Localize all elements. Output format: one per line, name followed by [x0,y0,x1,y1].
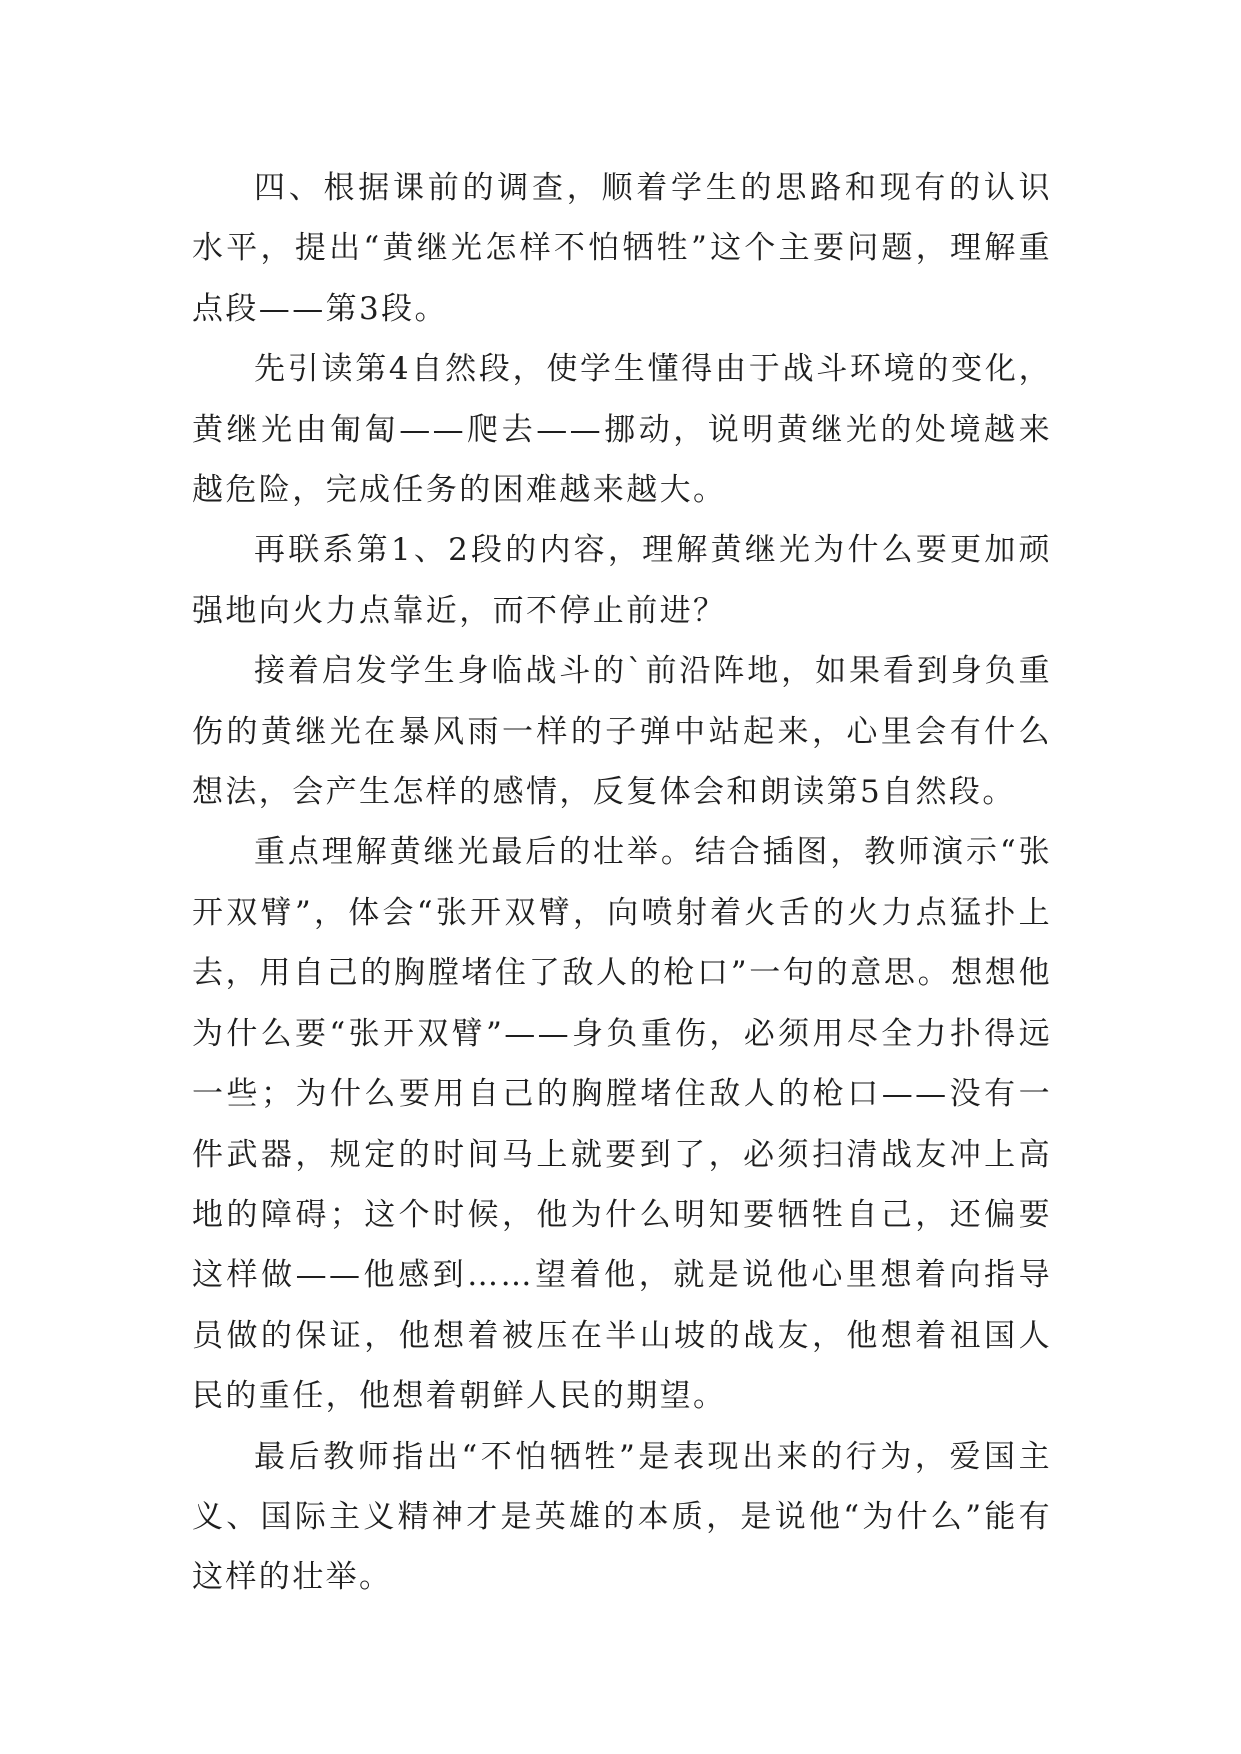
paragraph-4: 接着启发学生身临战斗的`前沿阵地，如果看到身负重伤的黄继光在暴风雨一样的子弹中站起来，心里会有什么想法，会产生怎样的感情，反复体会和朗读第5自然段。 [192,653,1052,811]
paragraph-2: 先引读第4自然段，使学生懂得由于战斗环境的变化，黄继光由匍匐——爬去——挪动，说明黄继光的处境越来越危险，完成任务的困难越来越大。 [192,351,1052,509]
document-body [192,158,1052,1608]
paragraph-6: 最后教师指出“不怕牺牲”是表现出来的行为，爱国主义、国际主义精神才是英雄的本质，是说他“为什么”能有这样的壮举。 [192,1438,1052,1596]
paragraph-1: 四、根据课前的调查，顺着学生的思路和现有的认识水平，提出“黄继光怎样不怕牺牲”这个主要问题，理解重点段——第3段。 [192,170,1052,327]
paragraph-5: 重点理解黄继光最后的壮举。结合插图，教师演示“张开双臂”，体会“张开双臂，向喷射着火舌的火力点猛扑上去，用自己的胸膛堵住了敌人的枪口”一句的意思。想想他为什么要“张开双臂”——身负重伤，必须用尽全力扑得远一些；为什么要用自己的胸膛堵住敌人的枪口——没有一件武器，规定的时间马上就要到了，必须扫清战友冲上高地的障碍；这个时候，他为什么明知要牺牲自己，还偏要这样做——他感到……望着他，就是说他心里想着向指导员做的保证，他想着被压在半山坡的战友，他想着祖国人民的重任，他想着朝鲜人民的期望。 [192,834,1052,1415]
paragraph-3: 再联系第1、2段的内容，理解黄继光为什么要更加顽强地向火力点靠近，而不停止前进？ [192,532,1052,629]
